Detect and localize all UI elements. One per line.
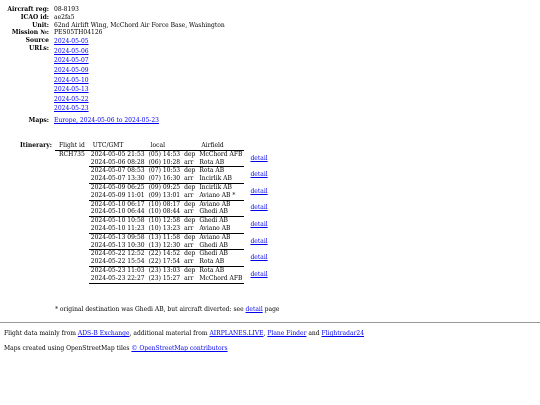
detail-cell (244, 200, 269, 217)
col-local: local (147, 142, 183, 150)
source-urls-list (52, 37, 226, 114)
local-cell: (22) 17:54 (148, 258, 181, 266)
icao-id-label: ICAO id: (20, 13, 49, 21)
local-cell: (13) 12:30 (148, 241, 181, 249)
airfield-cell: Incirlik AB (199, 183, 232, 191)
utc-cell: 2024-05-10 10:58 (90, 217, 145, 225)
detail-link[interactable]: detail (250, 237, 268, 245)
direction-cell: arr (182, 258, 197, 266)
flight-id-cell (55, 275, 89, 283)
flight-id-cell (55, 266, 89, 274)
source-urls-label: Source URLs: (25, 37, 49, 52)
maps-value (52, 114, 226, 125)
flight-id-cell (55, 225, 89, 233)
footer-text: , (263, 330, 268, 337)
detail-cell (244, 233, 269, 250)
airfield-cell: Aviano AB (199, 233, 231, 241)
airfield-cell: Ghedi AB (197, 242, 244, 250)
detail-link[interactable]: detail (250, 187, 268, 195)
airfield-cell: Ghedi AB (197, 208, 244, 216)
itinerary-row (55, 225, 270, 233)
mission-label: Mission №: (11, 29, 49, 37)
col-flight-id: Flight id (55, 142, 89, 150)
col-utc: UTC/GMT (89, 142, 147, 150)
unit-label: Unit: (32, 21, 49, 29)
source-url-link[interactable]: 2024-05-13 (54, 86, 89, 94)
source-url-link[interactable]: 2024-05-23 (54, 105, 89, 113)
utc-cell: 2024-05-10 06:44 (90, 208, 145, 216)
airplanes-live-link[interactable]: AIRPLANES.LIVE (209, 330, 264, 337)
local-cell: (09) 09:25 (148, 183, 181, 191)
itinerary-row (55, 242, 270, 250)
airfield-cell: Ghedi AB (199, 217, 228, 225)
utc-cell: 2024-05-23 22:27 (90, 274, 145, 282)
detail-cell (244, 217, 269, 234)
utc-cell: 2024-05-07 13:30 (90, 175, 145, 183)
flight-id-cell (55, 208, 89, 216)
detail-link[interactable]: detail (250, 171, 268, 179)
icao-id-value: ae2fa5 (54, 13, 75, 21)
utc-cell: 2024-05-05 21:53 (90, 150, 145, 158)
utc-cell: 2024-05-22 15:54 (90, 258, 145, 266)
itinerary-row (55, 233, 270, 241)
source-url-link[interactable]: 2024-05-05 (54, 38, 89, 46)
flight-id-cell (55, 217, 89, 225)
direction-cell: arr (182, 225, 197, 233)
airfield-cell: Rota AB (199, 167, 225, 175)
direction-cell: dep (184, 266, 196, 274)
footer-credits (4, 330, 364, 338)
utc-cell: 2024-05-10 11:23 (90, 224, 145, 232)
flight-id-cell (55, 250, 89, 258)
itinerary-row (55, 275, 270, 283)
itinerary-row (55, 192, 270, 200)
utc-cell: 2024-05-06 08:28 (90, 158, 145, 166)
itinerary-row (55, 266, 270, 274)
direction-cell: dep (184, 183, 196, 191)
itinerary-row (55, 183, 270, 191)
direction-cell: arr (182, 242, 197, 250)
direction-cell: arr (182, 159, 197, 167)
itinerary-table (55, 142, 270, 284)
direction-cell: arr (182, 175, 197, 183)
maps-label: Maps: (28, 116, 49, 124)
airfield-cell: Incirlik AB (197, 175, 244, 183)
detail-link[interactable]: detail (250, 221, 268, 229)
airfield-cell: Ghedi AB (199, 250, 228, 258)
flightradar24-link[interactable]: Flightradar24 (321, 330, 365, 337)
detail-link[interactable]: detail (250, 270, 268, 278)
local-cell: (10) 12:58 (148, 217, 181, 225)
itinerary-row (55, 208, 270, 216)
aircraft-info-table (4, 6, 226, 125)
detail-cell (244, 250, 269, 267)
flight-id-cell (55, 192, 89, 200)
flight-id-cell: RCH735 (59, 150, 85, 158)
direction-cell: dep (184, 167, 196, 175)
utc-cell: 2024-05-07 08:53 (90, 167, 145, 175)
utc-cell: 2024-05-13 09:58 (90, 233, 145, 241)
detail-link[interactable]: detail (250, 154, 268, 162)
local-cell: (22) 14:52 (148, 250, 181, 258)
mission-value: PES05TH04126 (54, 29, 103, 37)
detail-cell (244, 266, 269, 283)
utc-cell: 2024-05-13 10:30 (90, 241, 145, 249)
adsb-exchange-link[interactable]: ADS-B Exchange (77, 330, 130, 337)
local-cell: (10) 08:17 (148, 200, 181, 208)
itinerary-row (55, 258, 270, 266)
local-cell: (07) 16:30 (148, 175, 181, 183)
itinerary-row (55, 217, 270, 225)
itinerary-row (55, 167, 270, 175)
local-cell: (10) 08:44 (148, 208, 181, 216)
direction-cell: dep (184, 233, 196, 241)
footer-maps-credit (4, 345, 228, 353)
flight-id-cell (55, 233, 89, 241)
col-detail (244, 142, 269, 150)
note-text-end: page (262, 306, 280, 313)
utc-cell: 2024-05-22 12:52 (90, 250, 145, 258)
utc-cell: 2024-05-09 06:25 (90, 183, 145, 191)
source-url-link[interactable]: 2024-05-22 (54, 95, 89, 103)
itinerary-label: Itinerary: (20, 142, 52, 149)
direction-cell: arr (182, 208, 197, 216)
flight-id-cell (55, 242, 89, 250)
footer-text: , additional material from (129, 330, 210, 337)
airfield-cell: Rota AB (197, 159, 244, 167)
local-cell: (23) 15:27 (148, 274, 181, 282)
local-cell: (07) 10:53 (148, 167, 181, 175)
detail-cell (244, 183, 269, 200)
source-url-link[interactable]: 2024-05-06 (54, 47, 89, 55)
itinerary-row (55, 200, 270, 208)
utc-cell: 2024-05-09 11:01 (90, 191, 145, 199)
flight-id-cell (55, 183, 89, 191)
note-text: * original destination was Ghedi AB, but aircraft diverted: see (55, 306, 246, 313)
divider (0, 322, 540, 323)
local-cell: (10) 13:23 (148, 224, 181, 232)
airfield-cell: Aviano AB (197, 225, 244, 233)
diversion-note (55, 306, 279, 314)
footer-text: and (306, 330, 322, 337)
airfield-cell: Rota AB (197, 258, 244, 266)
flight-id-cell (55, 167, 89, 175)
itinerary-row (55, 159, 270, 167)
source-url-link[interactable]: 2024-05-09 (54, 66, 89, 74)
local-cell: (09) 13:01 (148, 191, 181, 199)
utc-cell: 2024-05-10 06:17 (90, 200, 145, 208)
aircraft-reg-value: 08-8193 (54, 6, 79, 13)
flight-id-cell (55, 159, 89, 167)
source-url-link[interactable]: 2024-05-07 (54, 57, 89, 65)
col-airfield: Airfield (197, 142, 244, 150)
detail-link[interactable]: detail (250, 204, 268, 212)
plane-finder-link[interactable]: Plane Finder (267, 330, 307, 337)
airfield-cell: Rota AB (199, 266, 225, 274)
local-cell: (05) 14:53 (148, 150, 181, 158)
direction-cell: dep (184, 200, 196, 208)
detail-link[interactable]: detail (250, 254, 268, 262)
itinerary-row (55, 175, 270, 183)
unit-value: 62nd Airlift Wing, McChord Air Force Base, Washington (54, 21, 225, 29)
itinerary-row (55, 150, 270, 158)
direction-cell: dep (184, 150, 196, 158)
utc-cell: 2024-05-23 11:03 (90, 266, 145, 274)
source-url-link[interactable]: 2024-05-10 (54, 76, 89, 84)
direction-cell: dep (184, 250, 196, 258)
airfield-cell: McChord AFB (199, 150, 243, 158)
openstreetmap-link[interactable]: © OpenStreetMap contributors (131, 345, 228, 352)
col-dir (182, 142, 197, 150)
local-cell: (13) 11:58 (148, 233, 181, 241)
maps-link[interactable]: Europe, 2024-05-06 to 2024-05-23 (54, 116, 159, 124)
itinerary-row (55, 250, 270, 258)
airfield-cell: McChord AFB (199, 274, 243, 282)
airfield-cell: Aviano AB * (197, 192, 244, 200)
flight-id-cell (55, 200, 89, 208)
direction-cell: arr (182, 192, 197, 200)
itinerary-body (55, 150, 270, 283)
flight-id-cell (55, 258, 89, 266)
direction-cell: arr (182, 275, 197, 283)
aircraft-reg-label: Aircraft reg: (7, 6, 49, 13)
detail-cell (244, 167, 269, 184)
direction-cell: dep (184, 217, 196, 225)
note-detail-link[interactable]: detail (245, 306, 263, 313)
local-cell: (06) 10:28 (148, 158, 181, 166)
footer-text: Flight data mainly from (4, 330, 78, 337)
local-cell: (23) 13:03 (148, 266, 181, 274)
detail-cell (244, 150, 269, 167)
airfield-cell: Aviano AB (199, 200, 231, 208)
footer-text: Maps created using OpenStreetMap tiles (4, 345, 132, 352)
flight-id-cell (55, 175, 89, 183)
